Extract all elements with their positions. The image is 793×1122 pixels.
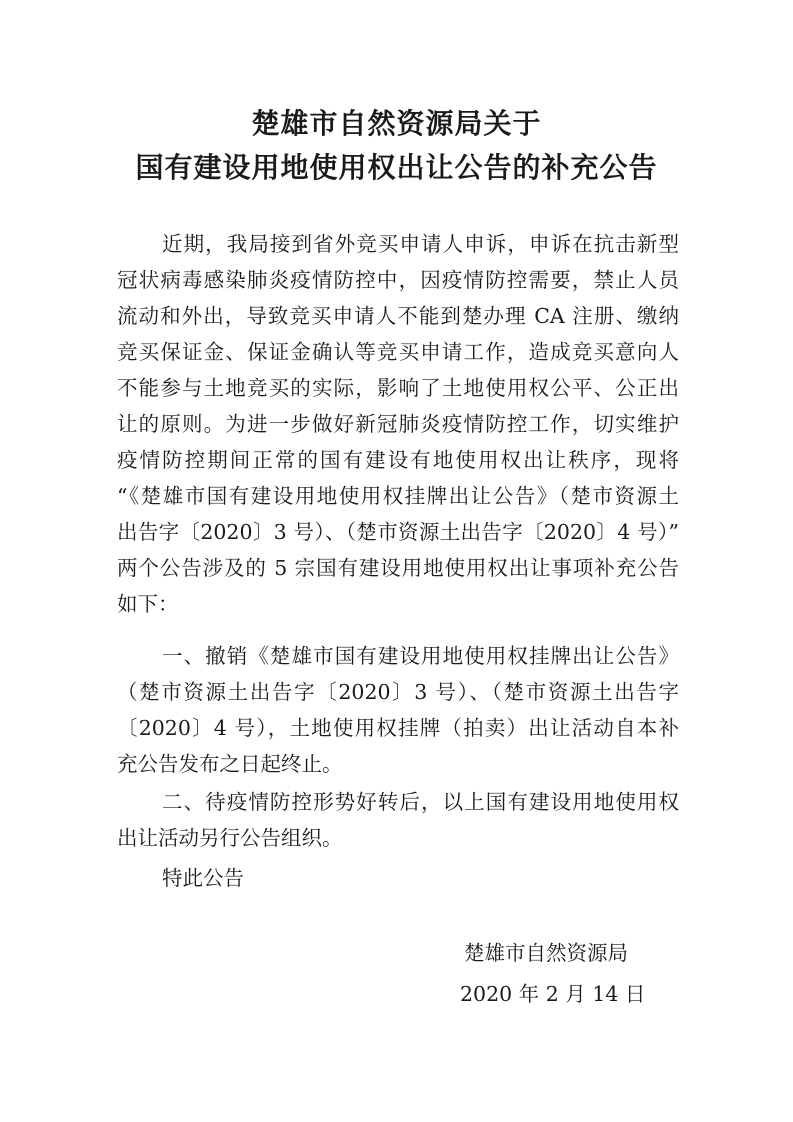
body-line: 冠状病毒感染肺炎疫情防控中，因疫情防控需要，禁止人员: [117, 268, 679, 292]
body-line: “《楚雄市国有建设用地使用权挂牌出让公告》（楚市资源土: [117, 484, 679, 508]
body-line: 疫情防控期间正常的国有建设有地使用权出让秩序，现将: [117, 448, 679, 472]
clause-1-line: 一、撤销《楚雄市国有建设用地使用权挂牌出让公告》: [162, 644, 679, 668]
body-line: 出告字〔2020〕3 号）、（楚市资源土出告字〔2020〕4 号）”: [117, 520, 679, 544]
signature-date: 2020 年 2 月 14 日: [460, 982, 646, 1006]
body-line: 让的原则。为进一步做好新冠肺炎疫情防控工作，切实维护: [117, 412, 679, 436]
body-line: 如下：: [117, 592, 179, 616]
clause-1-line: 充公告发布之日起终止。: [117, 752, 343, 776]
closing-remark: 特此公告: [162, 866, 244, 890]
document-title-line-2: 国有建设用地使用权出让公告的补充公告: [135, 151, 658, 184]
clause-1-line: （楚市资源土出告字〔2020〕3 号）、（楚市资源土出告字: [117, 680, 679, 704]
clause-1-line: 〔2020〕4 号），土地使用权挂牌（拍卖）出让活动自本补: [117, 716, 679, 740]
document-title-line-1: 楚雄市自然资源局关于: [251, 107, 542, 140]
body-line: 竞买保证金、保证金确认等竞买申请工作，造成竞买意向人: [117, 340, 679, 364]
body-line: 流动和外出，导致竞买申请人不能到楚办理 CA 注册、缴纳: [117, 304, 679, 328]
body-line: 不能参与土地竞买的实际，影响了土地使用权公平、公正出: [117, 376, 679, 400]
body-line: 两个公告涉及的 5 宗国有建设用地使用权出让事项补充公告: [117, 556, 679, 580]
signature-organization: 楚雄市自然资源局: [464, 941, 628, 965]
clause-2-line: 二、待疫情防控形势好转后，以上国有建设用地使用权: [162, 790, 679, 814]
body-line: 近期，我局接到省外竞买申请人申诉，申诉在抗击新型: [162, 232, 679, 256]
clause-2-line: 出让活动另行公告组织。: [117, 826, 343, 850]
